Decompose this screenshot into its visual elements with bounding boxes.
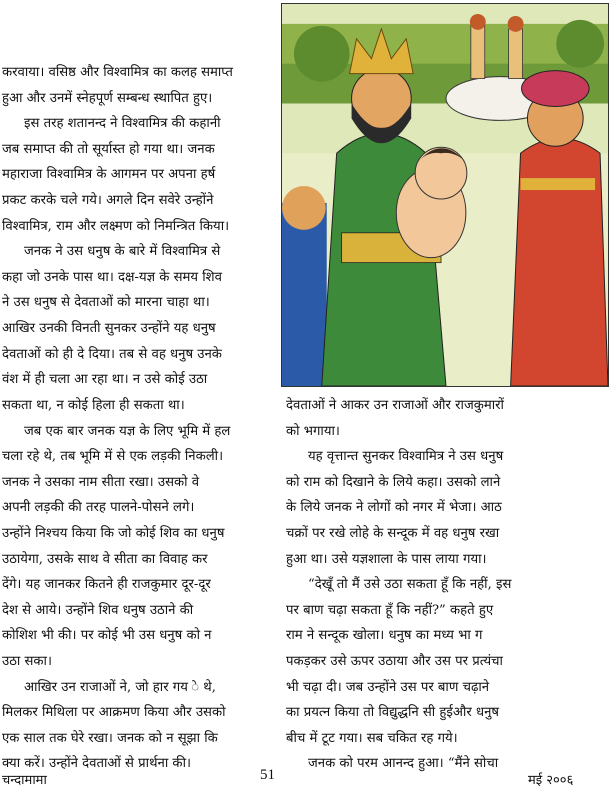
right-column <box>286 393 608 777</box>
page-number: 51 <box>260 767 275 783</box>
text-line: जब एक बार जनक यज्ञ के लिए भूमि में हल <box>24 423 231 439</box>
text-line: महाराजा विश्वामित्र के आगमन पर अपना हर्ष <box>2 167 216 183</box>
text-line: देवताओं को ही दे दिया। तब से वह धनुष उनके <box>2 346 222 362</box>
text-line: भी चढ़ा दी। जब उन्होंने उस पर बाण चढ़ाने <box>286 679 490 695</box>
text-line: “देखूँ तो मैं उसे उठा सकता हूँ कि नहीं, इस <box>308 577 512 593</box>
text-line: बीच में टूट गया। सब चकित रह गये। <box>286 730 458 746</box>
text-line: ने उस धनुष से देवताओं को मारना चाहा था। <box>2 295 210 311</box>
text-line: कहा जो उनके पास था। दक्ष-यज्ञ के समय शिव <box>2 269 222 285</box>
text-line: इस तरह शतानन्द ने विश्वामित्र की कहानी <box>24 116 221 132</box>
text-line: राम ने सन्दूक खोला। धनुष का मध्य भा ग <box>286 628 483 644</box>
text-line: विश्वामित्र, राम और लक्ष्मण को निमन्त्रित किया। <box>2 218 230 234</box>
text-line: चक्रों पर रखे लोहे के सन्दूक में वह धनुष रखा <box>286 525 500 541</box>
text-line: क्या करें। उन्होंने देवताओं से प्रार्थना की। <box>2 756 191 772</box>
text-line: पकड़कर उसे ऊपर उठाया और उस पर प्रत्यंचा <box>286 653 503 669</box>
text-line: आखिर उन राजाओं ने, जो हार गय े थे, <box>24 679 216 695</box>
text-line: मिलकर मिथिला पर आक्रमण किया और उसको <box>2 705 226 721</box>
text-line: जब समाप्त की तो सूर्यास्त हो गया था। जनक <box>2 141 215 157</box>
text-line: कोशिश भी की। पर कोई भी उस धनुष को न <box>2 628 212 644</box>
text-line: प्रकट करके चले गये। अगले दिन सवेरे उन्होंने <box>2 192 214 208</box>
text-line: सकता था, न कोई हिला ही सकता था। <box>2 398 185 413</box>
text-line: अपनी लड़की की तरह पालने-पोसने लगे। <box>2 500 195 516</box>
text-line: हुआ था। उसे यज्ञशाला के पास लाया गया। <box>286 551 487 567</box>
text-line: उन्होंने निश्चय किया कि जो कोई शिव का धनुष <box>2 525 225 541</box>
text-line: उठायेगा, उसके साथ वे सीता का विवाह कर <box>2 551 208 567</box>
issue-date: मई २००६ <box>528 773 574 788</box>
text-line: उठा सका। <box>2 653 52 669</box>
text-line: चला रहे थे, तब भूमि में से एक लड़की निकली। <box>2 449 224 465</box>
text-line: एक साल तक घेरे रखा। जनक को न सूझा कि <box>2 730 218 746</box>
text-line: हुआ और उनमें स्नेहपूर्ण सम्बन्ध स्थापित हुए। <box>2 90 213 106</box>
text-line: देवताओं ने आकर उन राजाओं और राजकुमारों <box>286 398 504 413</box>
story-illustration <box>281 3 609 387</box>
text-line: वंश में ही चला आ रहा था। न उसे कोई उठा <box>2 372 208 388</box>
magazine-name: चन्दामामा <box>2 773 47 788</box>
text-line: जनक को परम आनन्द हुआ। “मैंने सोचा <box>308 756 499 772</box>
text-line: यह वृत्तान्त सुनकर विश्वामित्र ने उस धनुष <box>308 449 504 465</box>
left-column-top <box>2 60 278 393</box>
text-line: को भगाया। <box>286 423 340 439</box>
text-line: पर बाण चढ़ा सकता हूँ कि नहीं?” कहते हुए <box>286 602 494 618</box>
text-line: जनक ने उसका नाम सीता रखा। उसको वे <box>2 474 200 490</box>
text-line: को राम को दिखाने के लिये कहा। उसको लाने <box>286 474 501 490</box>
left-column-bottom <box>2 393 278 777</box>
text-line: जनक ने उस धनुष के बारे में विश्वामित्र से <box>24 244 221 260</box>
text-line: के लिये जनक ने लोगों को नगर में भेजा। आठ <box>286 500 502 516</box>
text-line: आखिर उनकी विनती सुनकर उन्होंने यह धनुष <box>2 320 216 336</box>
king-with-baby-illustration <box>282 4 608 386</box>
text-line: देश से आये। उन्होंने शिव धनुष उठाने की <box>2 602 194 618</box>
text-line: करवाया। वसिष्ठ और विश्वामित्र का कलह समाप्त <box>2 65 233 80</box>
text-line: का प्रयत्न किया तो विद्युद्धनि सी हुईऔर धनुष <box>286 705 500 721</box>
text-line: देंगे। यह जानकर कितने ही राजकुमार दूर-दूर <box>2 577 211 593</box>
